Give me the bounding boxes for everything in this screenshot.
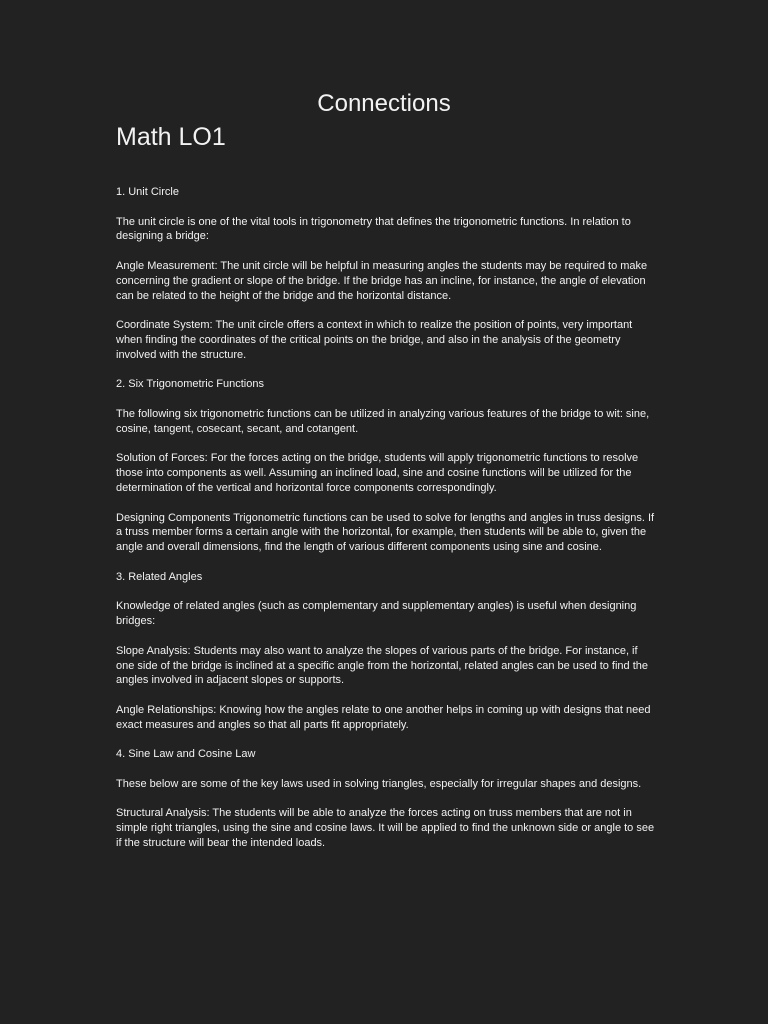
section-heading-related-angles: 3. Related Angles	[116, 570, 203, 583]
paragraph: These below are some of the key laws used in solving triangles, especially for irregular shapes and designs.	[116, 777, 642, 790]
section-heading-six-trig-functions: 2. Six Trigonometric Functions	[116, 378, 264, 391]
paragraph: The unit circle is one of the vital tools in trigonometry that defines the trigonometric functions. In relation to designing a bridge:	[116, 215, 631, 243]
paragraph: Structural Analysis: The students will be able to analyze the forces acting on truss members that are not in simple right triangles, using the sine and cosine laws. It will be applied to find the unknown side or angle to see if the structure will bear the intended loads.	[116, 807, 655, 850]
section-heading-unit-circle: 1. Unit Circle	[116, 186, 179, 198]
document-body	[116, 185, 656, 866]
paragraph: Designing Components Trigonometric functions can be used to solve for lengths and angles in truss designs. If a truss member forms a certain angle with the horizontal, for example, then students will be able to, given the angle and overall dimensions, find the length of various different components using sine and cosine.	[116, 511, 655, 554]
document-title: Connections	[317, 90, 451, 117]
paragraph: Coordinate System: The unit circle offers a context in which to realize the position of points, very important when finding the coordinates of the critical points on the bridge, and also in the analysis of the geometry involved with the structure.	[116, 319, 633, 361]
paragraph: Angle Measurement: The unit circle will be helpful in measuring angles the students may be required to make concerning the gradient or slope of the bridge. If the bridge has an incline, for instance, the angle of elevation can be related to the height of the bridge and the horizontal distance.	[116, 259, 648, 302]
paragraph: Slope Analysis: Students may also want to analyze the slopes of various parts of the bridge. For instance, if one side of the bridge is inclined at a specific angle from the horizontal, related angles can be used to find the angles involved in adjacent slopes or supports.	[116, 644, 649, 687]
paragraph: Knowledge of related angles (such as complementary and supplementary angles) is useful when designing bridges:	[116, 600, 637, 628]
document-subtitle: Math LO1	[116, 123, 226, 151]
section-heading-sine-cosine-law: 4. Sine Law and Cosine Law	[116, 748, 256, 761]
paragraph: Solution of Forces: For the forces acting on the bridge, students will apply trigonometric functions to resolve those into components as well. Assuming an inclined load, sine and cosine functions will be utilized for the determination of the vertical and horizontal force components correspondingly.	[116, 452, 639, 494]
paragraph: Angle Relationships: Knowing how the angles relate to one another helps in coming up with designs that need exact measures and angles so that all parts fit appropriately.	[116, 703, 651, 731]
paragraph: The following six trigonometric functions can be utilized in analyzing various features of the bridge to wit: sine, cosine, tangent, cosecant, secant, and cotangent.	[116, 407, 650, 435]
